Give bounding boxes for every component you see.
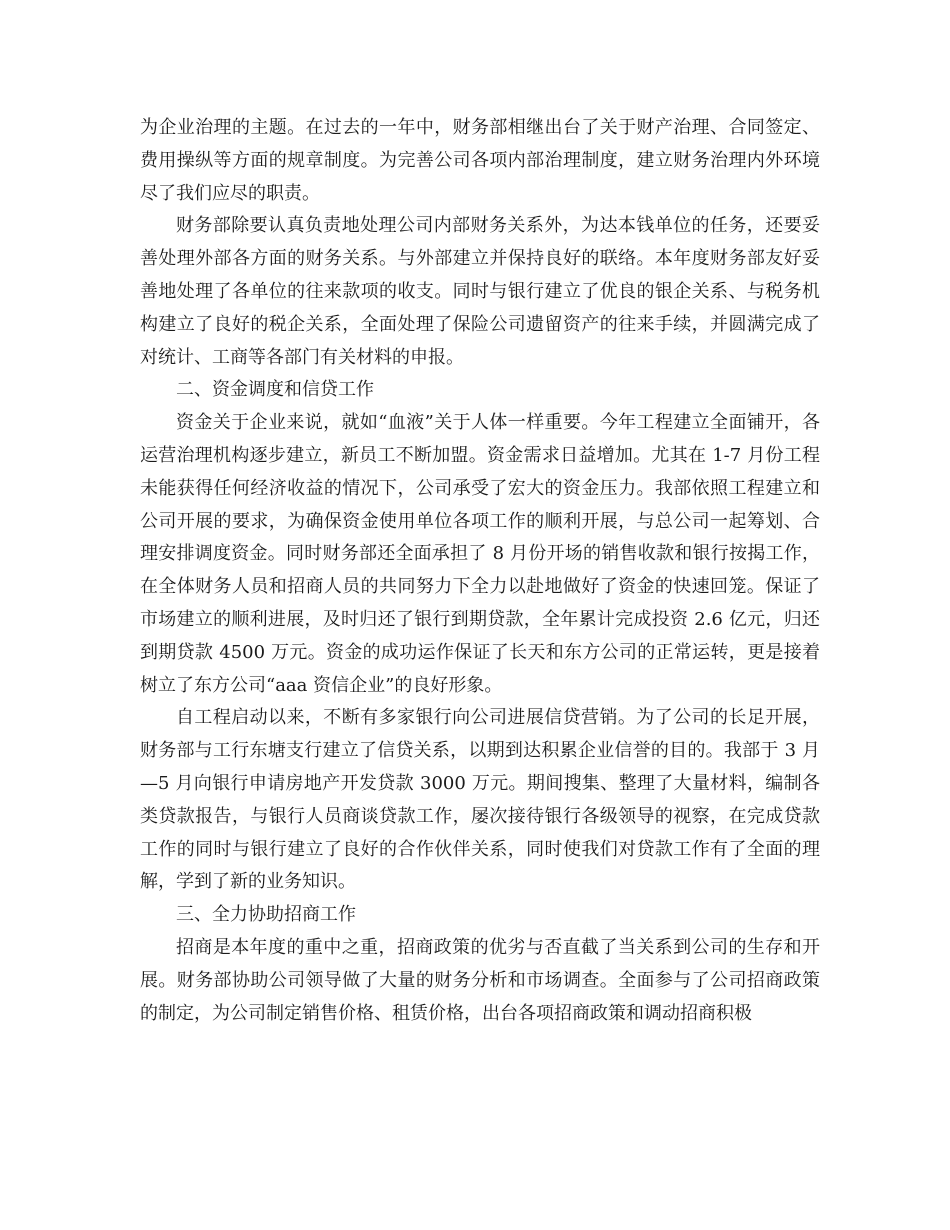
document-body	[140, 112, 820, 1030]
paragraph-2: 财务部除要认真负责地处理公司内部财务关系外，为达本钱单位的任务，还要妥善处理外部各方面的财务关系。与外部建立并保持良好的联络。本年度财务部友好妥善地处理了各单位的往来款项的收支。同时与银行建立了优良的银企关系、与税务机构建立了良好的税企关系，全面处理了保险公司遗留资产的往来手续，并圆满完成了对统计、工商等各部门有关材料的申报。	[140, 215, 820, 368]
paragraph-3: 资金关于企业来说，就如“血液”关于人体一样重要。今年工程建立全面铺开，各运营治理机构逐步建立，新员工不断加盟。资金需求日益增加。尤其在 1-7 月份工程未能获得任何经济收益的情况下，公司承受了宏大的资金压力。我部依照工程建立和公司开展的要求，为确保资金使用单位各项工作的顺利开展，与总公司一起筹划、合理安排调度资金。同时财务部还全面承担了 8 月份开场的销售收款和银行按揭工作，在全体财务人员和招商人员的共同努力下全力以赴地做好了资金的快速回笼。保证了市场建立的顺利进展，及时归还了银行到期贷款，全年累计完成投资 2.6 亿元，归还到期贷款 4500 万元。资金的成功运作保证了长天和东方公司的正常运转，更是接着树立了东方公司“aaa 资信企业”的良好形象。	[140, 412, 820, 696]
section-heading-2: 二、资金调度和信贷工作	[176, 379, 374, 401]
paragraph-1: 为企业治理的主题。在过去的一年中，财务部相继出台了关于财产治理、合同签定、费用操纵等方面的规章制度。为完善公司各项内部治理制度，建立财务治理内外环境尽了我们应尽的职责。	[140, 117, 820, 204]
section-heading-3: 三、全力协助招商工作	[176, 904, 356, 926]
paragraph-5: 招商是本年度的重中之重，招商政策的优劣与否直截了当关系到公司的生存和开展。财务部协助公司领导做了大量的财务分析和市场调查。全面参与了公司招商政策的制定，为公司制定销售价格、租赁价格，出台各项招商政策和调动招商积极	[140, 936, 820, 1024]
paragraph-4: 自工程启动以来，不断有多家银行向公司进展信贷营销。为了公司的长足开展，财务部与工行东塘支行建立了信贷关系，以期到达积累企业信誉的目的。我部于 3 月—5 月向银行申请房地产开发贷款 3000 万元。期间搜集、整理了大量材料，编制各类贷款报告，与银行人员商谈贷款工作，屡次接待银行各级领导的视察，在完成贷款工作的同时与银行建立了良好的合作伙伴关系，同时使我们对贷款工作有了全面的理解，学到了新的业务知识。	[140, 707, 820, 893]
